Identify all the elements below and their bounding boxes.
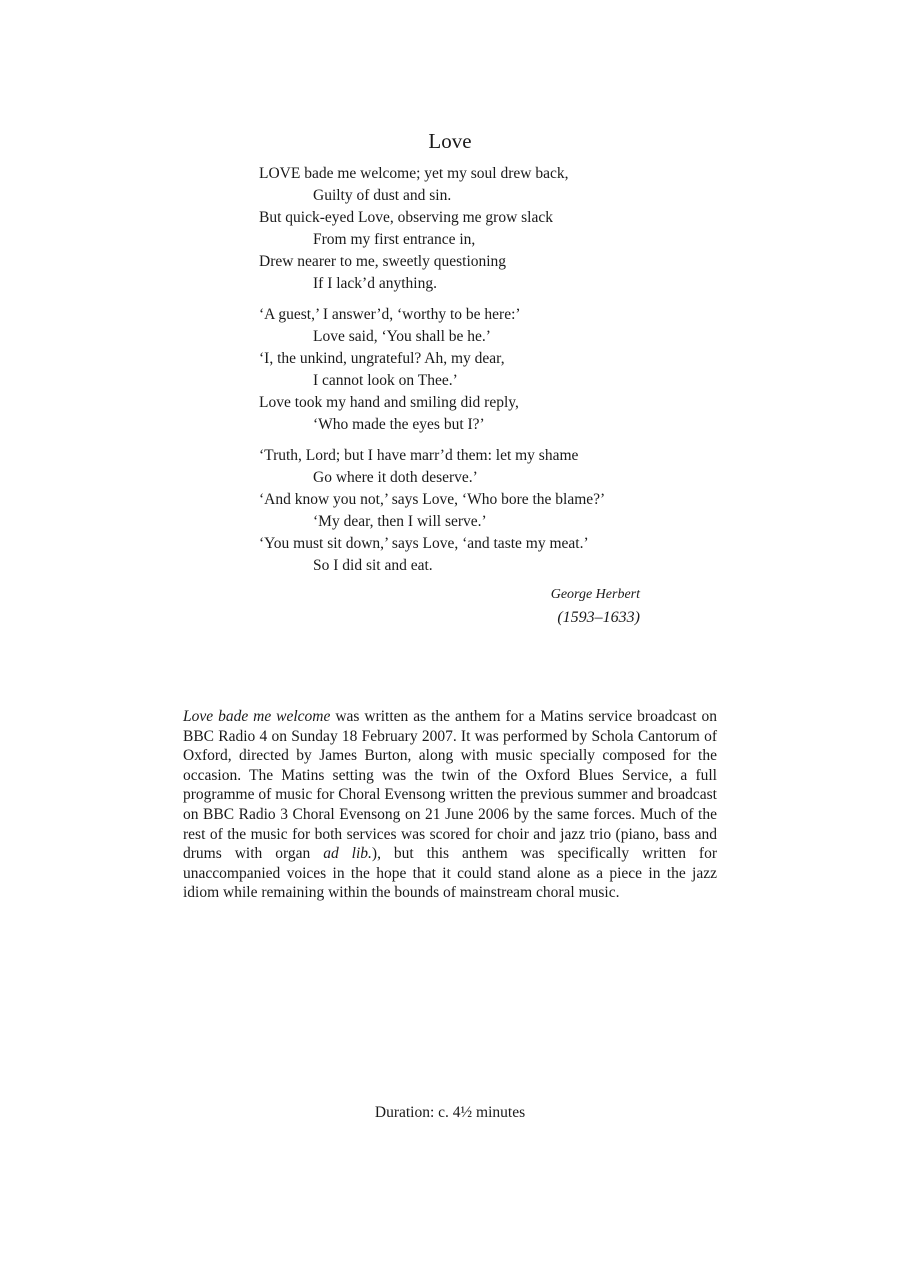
poem-line: ‘You must sit down,’ says Love, ‘and taste my meat.’ — [259, 535, 589, 552]
program-note — [183, 707, 717, 903]
poem-line: ‘Who made the eyes but I?’ — [313, 416, 485, 433]
note-text-2: ), but this anthem was specifically written for unaccompanied voices in the hope that it could stand alone as a piece in the jazz idiom while remaining within the bounds of mainstream choral music. — [183, 845, 717, 902]
poem-line: LOVE bade me welcome; yet my soul drew back, — [259, 165, 569, 182]
poem-stanza — [259, 304, 679, 436]
poem-line: ‘Truth, Lord; but I have marr’d them: let my shame — [259, 447, 579, 464]
note-work-title: Love bade me welcome — [183, 708, 331, 725]
note-italic-term: ad lib. — [323, 845, 372, 863]
poem-line: Love took my hand and smiling did reply, — [259, 394, 519, 411]
poem-line: ‘And know you not,’ says Love, ‘Who bore the blame?’ — [259, 491, 606, 508]
poem-body — [259, 163, 679, 586]
poem-stanza — [259, 445, 679, 577]
poem-attribution — [520, 585, 640, 631]
poem-stanza — [259, 163, 679, 295]
poem-line: Guilty of dust and sin. — [313, 187, 452, 204]
poem-line: So I did sit and eat. — [313, 557, 433, 574]
poem-line: Love said, ‘You shall be he.’ — [313, 328, 491, 345]
poem-line: Go where it doth deserve.’ — [313, 469, 478, 486]
poem-line: From my first entrance in, — [313, 231, 476, 248]
poem-line: ‘I, the unkind, ungrateful? Ah, my dear, — [259, 350, 505, 367]
poem-author-dates: (1593–1633) — [557, 609, 640, 626]
poem-line: ‘A guest,’ I answer’d, ‘worthy to be here:’ — [259, 306, 521, 323]
poem-line: But quick-eyed Love, observing me grow slack — [259, 209, 553, 226]
poem-author: George Herbert — [550, 587, 640, 602]
note-text-1: was written as the anthem for a Matins service broadcast on BBC Radio 4 on Sunday 18 February 2007. It was performed by Schola Cantorum of Oxford, directed by James Burton, along with music specially composed for the occasion. The Matins setting was the twin of the Oxford Blues Service, a full programme of music for Choral Evensong written the previous summer and broadcast on BBC Radio 3 Choral Evensong on 21 June 2006 by the same forces. Much of the rest of the music for both services was scored for choir and jazz trio (piano, bass and drums with organ — [183, 708, 717, 863]
poem-line: ‘My dear, then I will serve.’ — [313, 513, 487, 530]
poem-title: Love — [428, 129, 472, 153]
poem-line: If I lack’d anything. — [313, 275, 437, 292]
duration: Duration: c. 4½ minutes — [374, 1104, 526, 1121]
poem-line: Drew nearer to me, sweetly questioning — [259, 253, 507, 270]
poem-line: I cannot look on Thee.’ — [313, 372, 458, 389]
